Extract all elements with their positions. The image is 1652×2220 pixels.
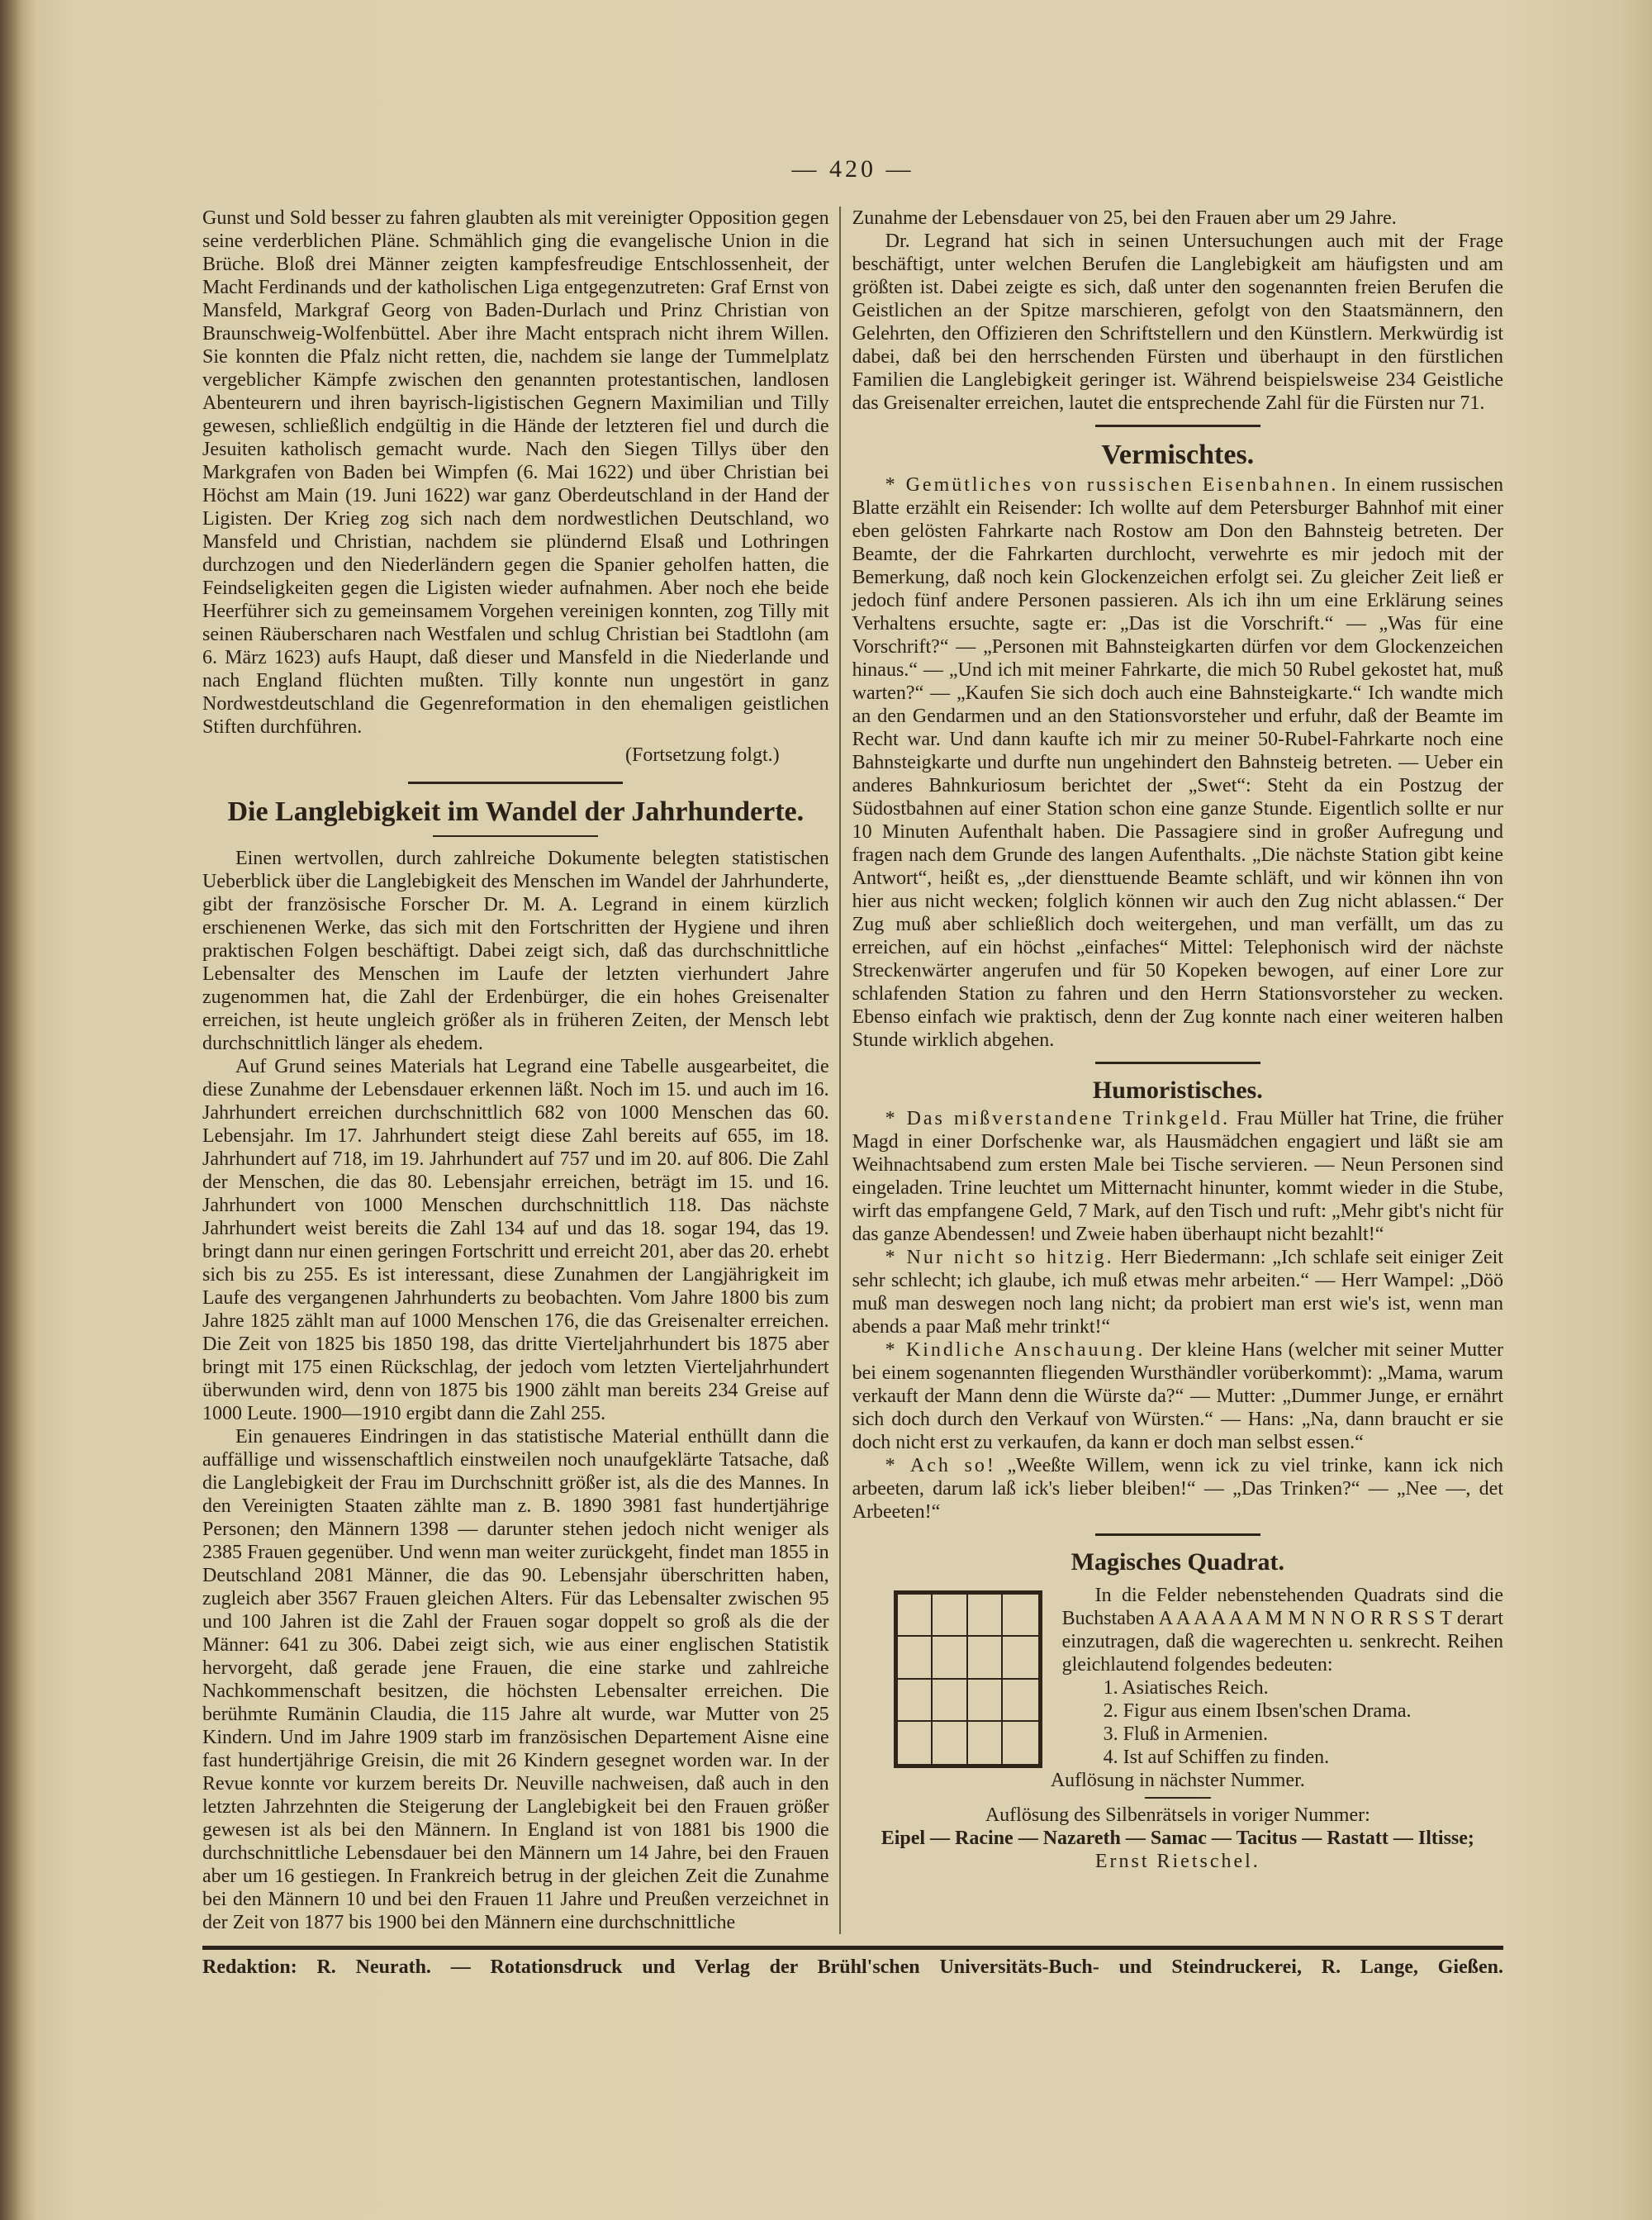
item-headline: * Das mißverstandene Trinkgeld.: [885, 1108, 1231, 1129]
puzzle-text: [1062, 1584, 1503, 1769]
item-headline: * Nur nicht so hitzig.: [885, 1247, 1114, 1268]
joke-item: [852, 1338, 1503, 1454]
puzzle-intro: In die Felder nebenstehenden Quadrats sind die Buchstaben A A A A A A M M N N O R R S S T derart einzutragen, daß die wagerechten u. senkrecht. Reihen gleichlautend folgendes bedeuten:: [1061, 1585, 1503, 1676]
divider: [1095, 1062, 1260, 1064]
divider: [433, 835, 598, 837]
article-paragraph: Zunahme der Lebensdauer von 25, bei den Frauen aber um 29 Jahre.: [852, 207, 1397, 229]
footer-rule: [202, 1946, 1503, 1950]
section-title-vermischtes: Vermischtes.: [1101, 440, 1255, 470]
joke-item: [852, 1454, 1503, 1524]
solution-note: Auflösung in nächster Nummer.: [1050, 1770, 1305, 1791]
article-paragraph: Ein genaueres Eindringen in das statistische Material enthüllt dann die auffällige und wissenschaftlich einstweilen noch unaufgeklärte Tatsache, daß die Langlebigkeit der Frau im Durchschnitt größer ist, als die des Mannes. In den Vereinigten Staaten zählte man z. B. 1890 3981 fast hundertjährige Personen; den Männern 1398 — darunter stehen jedoch nicht weniger als 2385 Frauen gegenüber. Und wenn man weiter zurückgeht, findet man 1855 in Deutschland 2081 Männer, die das 90. Lebensjahr überschritten haben, zugleich aber 3567 Frauen gleichen Alters. Für das Lebensalter zwischen 95 und 100 Jahren ist die Zahl der Frauen sogar doppelt so groß als die der Männer: 641 zu 306. Dabei zeigt sich, wie aus einer englischen Statistik hervorgeht, daß gerade jene Frauen, die eine starke und zahlreiche Nachkommenschaft besitzen, die höchsten Lebensalter erreichen. Die berühmte Rumänin Claudia, die 115 Jahre alt wurde, war Mutter von 25 Kindern. Und im Jahre 1909 starb im französischen Departement Aisne eine fast hundertjährige Greisin, die mit 26 Kindern gesegnet worden war. In der Revue konnte vor kurzem bereits Dr. Neuville nachweisen, daß auch in den letzten Jahrzehnten die Steigerung der Langlebigkeit bei den Frauen größer gewesen ist als bei den Männern. In England ist von 1881 bis 1900 die durchschnittliche Lebensdauer bei den Männern um 14 Jahre, bei den Frauen aber um 16 gestiegen. In Frankreich betrug in der gleichen Zeit die Zunahme bei den Männern 10 und bei den Frauen 11 Jahre und Preußen verzeichnet in der Zeit von 1877 bis 1900 bei den Männern eine durchschnittliche: [202, 1426, 829, 1933]
item-headline: * Kindliche Anschauung.: [885, 1339, 1146, 1361]
puzzle-clue: 1. Asiatisches Reich.: [1103, 1677, 1269, 1699]
article-paragraph: Auf Grund seines Materials hat Legrand eine Tabelle ausgearbeitet, die diese Zunahme der Lebensdauer erkennen läßt. Noch im 15. und auch im 16. Jahrhundert erreichen durchschnittlich 682 von 1000 Menschen das 60. Lebensjahr. Im 17. Jahrhundert steigt diese Zahl bereits auf 655, im 18. Jahrhundert auf 718, im 19. Jahrhundert auf 757 und im 20. auf 806. Die Zahl der Menschen, die das 80. Lebensjahr erreichen, beträgt im 15. und 16. Jahrhundert von 1000 Menschen durchschnittlich 118. Das nächste Jahrhundert weist bereits die Zahl 134 auf und das 18. sogar 194, das 19. bringt dann nur einen geringen Fortschritt und erreicht 201, aber das 20. erhebt sich bis zu 255. Es ist interessant, diese Zunahmen der Langjährigkeit im Laufe des vergangenen Jahrhunderts zu beobachten. Vom Jahre 1800 bis zum Jahre 1825 zählt man auf 1000 Menschen 176, die das Greisenalter erreichen. Die Zeit von 1825 bis 1850 198, das dritte Vierteljahrhundert bis 1875 aber bringt mit 175 einen Rückschlag, der jedoch vom letzten Vierteljahrhundert überwunden wird, denn von 1875 bis 1900 zählt man bereits 234 Greise auf 1000 Leute. 1900—1910 ergibt dann die Zahl 255.: [202, 1056, 829, 1424]
article-paragraph: Einen wertvollen, durch zahlreiche Dokumente belegten statistischen Ueberblick über die Langlebigkeit des Menschen im Wandel der Jahrhunderte, gibt der französische Forscher Dr. M. A. Legrand in einem kürzlich erschienenen Werke, das sich mit den Fortschritten der Hygiene und ihren praktischen Folgen beschäftigt. Dabei zeigt sich, daß das durchschnittliche Lebensalter des Menschen im Laufe der letzten vierhundert Jahre zugenommen hat, die Zahl der Erdenbürger, die ein hohes Greisenalter erreichen, ist heute ungleich größer als in früheren Zeiten, der Mensch lebt durchschnittlich länger als ehedem.: [202, 848, 829, 1054]
article-paragraph: Dr. Legrand hat sich in seinen Untersuchungen auch mit der Frage beschäftigt, unter welchen Berufen die Langlebigkeit am häufigsten und am größten ist. Dabei zeigte es sich, daß unter den sogenannten freien Berufen die Geistlichen an der Spitze marschieren, gefolgt von den Staatsmännern, den Gelehrten, den Offizieren den Schriftstellern und den Künstlern. Merkwürdig ist dabei, daß bei den herrschenden Fürsten und überhaupt in den fürstlichen Familien die Langlebigkeit geringer ist. Während beispielsweise 234 Geistliche das Greisenalter erreichen, lautet die entsprechende Zahl für die Fürsten nur 71.: [852, 231, 1503, 414]
divider: [1095, 425, 1260, 427]
magic-square-grid: [894, 1590, 1042, 1768]
item-headline: * Ach so!: [885, 1455, 996, 1476]
previous-solution: Eipel — Racine — Nazareth — Samac — Tacitus — Rastatt — Iltisse;: [881, 1828, 1474, 1849]
right-column: [841, 207, 1503, 1873]
item-text: „Weeßte Willem, wenn ick zu viel trinke, kann ick nich arbeeten, darum laß ick's lieber bleiben!“ — „Das Trinken?“ — „Nee —, det Arbeeten!“: [852, 1455, 1504, 1523]
puzzle-title: Magisches Quadrat.: [1070, 1548, 1284, 1576]
item-text: In einem russischen Blatte erzählt ein Reisender: Ich wollte auf dem Petersburger Bahnhof mit einer eben gelösten Fahrkarte nach Rostow am Don den Bahnsteig betreten. Der Beamte, der die Fahrkarten durchlocht, verwehrte es mir jedoch mit der Bemerkung, daß noch kein Glockenzeichen erfolgt sei. Zu gleicher Zeit ließ er jedoch fünf andere Personen passieren. Als ich ihn um eine Erklärung seines Verhaltens ersuchte, sagte er: „Das ist die Vorschrift.“ — „Was für eine Vorschrift?“ — „Personen mit Bahnsteigkarten dürfen vor dem Glockenzeichen hinaus.“ — „Und ich mit meiner Fahrkarte, die mich 50 Rubel gekostet hat, muß warten?“ — „Kaufen Sie sich doch auch eine Bahnsteigkarte.“ Ich wandte mich an den Gendarmen und an den Stationsvorsteher und erfuhr, daß der Beamte im Recht war. Und dann kaufte ich mir zu meiner 50-Rubel-Fahrkarte noch eine Bahnsteigkarte und durfte nun ungehindert den Bahnsteig betreten. — Ueber ein anderes Bahnkuriosum berichtet der „Swet“: Steht da ein Postzug der Südostbahnen auf einer Station schon eine ganze Stunde. Eigentlich sollte er nur 10 Minuten Aufenthalt haben. Die Passagiere sind in großer Aufregung und fragen nach dem Grunde des langen Aufenthalts. „Die nächste Station gibt keine Antwort“, heißt es, „der diensttuende Beamte schläft, und wir können ihn von hier aus nicht wecken; folglich können wir auch den Zug nicht ablassen.“ Der Zug muß aber schließlich doch weitergehen, und man verfällt, um das zu erreichen, auf ein höchst „einfaches“ Mittel: Telephonisch wird der nächste Streckenwärter angerufen und für 50 Kopeken bewogen, auf einer Lore zur schlafenden Station zu fahren und den Herrn Stationsvorsteher zu wecken. Ebenso einfach wie praktisch, denn der Zug konnte nach einer weiteren halben Stunde wirklich abgehen.: [852, 474, 1503, 1051]
article-title: Die Langlebigkeit im Wandel der Jahrhunderte.: [227, 796, 805, 827]
puzzle-clue: 4. Ist auf Schiffen zu finden.: [1103, 1747, 1330, 1768]
joke-item: [852, 1107, 1503, 1246]
left-column: [202, 207, 841, 1934]
divider: [1095, 1533, 1260, 1536]
divider: [1145, 1797, 1211, 1799]
page-number: — 420 —: [791, 155, 914, 183]
puzzle-clue: 2. Figur aus einem Ibsen'schen Drama.: [1103, 1700, 1412, 1722]
puzzle-block: [852, 1584, 1503, 1769]
previous-solution-label: Auflösung des Silbenrätsels in voriger Nummer:: [985, 1804, 1370, 1826]
imprint-footer: Redaktion: R. Neurath. — Rotationsdruck und Verlag der Brühl'schen Universitäts-Buch- und Steindruckerei, R. Lange, Gießen.: [202, 1956, 1503, 1978]
divider: [408, 782, 623, 784]
item-text: Herr Biedermann: „Ich schlafe seit einiger Zeit sehr schlecht; ich glaube, ich muß etwas mehr arbeiten.“ — Herr Wampel: „Döö muß man deswegen noch lang nicht; da probiert man erst wie's ist, wenn man abends a paar Maß mehr trinkt!“: [852, 1247, 1504, 1338]
continued-article-text: Gunst und Sold besser zu fahren glaubten als mit vereinigter Opposition gegen seine verderblichen Pläne. Schmählich ging die evangelische Union in die Brüche. Bloß drei Männer zeigten kampfesfreudige Entschlossenheit, der Macht Ferdinands und der katholischen Liga entgegenzutreten: Graf Ernst von Mansfeld, Markgraf Georg von Baden-Durlach und Prinz Christian von Braunschweig-Wolfenbüttel. Aber ihre Macht entsprach nicht ihrem Willen. Sie konnten die Pfalz nicht retten, die, nachdem sie lange der Tummelplatz vergeblicher Kämpfe zwischen den genannten protestantischen, landlosen Abenteurern und ihren bayrisch-ligistischen Gegnern Maximilian und Tilly gewesen, schließlich endgültig in die Hände der letzteren fiel und durch die Jesuiten katholisch gemacht wurde. Nach den Siegen Tillys über den Markgrafen von Baden bei Wimpfen (6. Mai 1622) und über Christian bei Höchst am Main (19. Juni 1622) war ganz Oberdeutschland in der Hand der Ligisten. Der Krieg zog sich nach dem nordwestlichen Deutschland, wo Mansfeld und Christian, nachdem sie plündernd Elsaß und Lothringen durchzogen und den Niederländern gegen die Spanier geholfen hatten, die Feindseligkeiten gegen die Ligisten wieder aufnahmen. Aber noch ehe beide Heerführer sich zu gemeinsamem Vorgehen vereinigen konnten, zog Tilly mit seinen Räuberscharen nach Westfalen und schlug Christian bei Stadtlohn (am 6. März 1623) aufs Haupt, daß dieser und Mansfeld in die Niederlande und nach England flüchten mußten. Tilly konnte nun ungestört in ganz Nordwestdeutschland die Gegenreformation in den ehemaligen geistlichen Stiften durchführen.: [202, 207, 829, 738]
continuation-note: (Fortsetzung folgt.): [624, 744, 780, 766]
item-headline: * Gemütliches von russischen Eisenbahnen.: [885, 474, 1339, 496]
puzzle-solutions: [852, 1769, 1503, 1873]
news-item: [852, 473, 1503, 1052]
puzzle-clue: 3. Fluß in Armenien.: [1103, 1723, 1268, 1745]
item-text: Der kleine Hans (welcher mit seiner Mutter bei einem sogenannten fliegenden Wursthändler vorüberkommt): „Mama, warum verkauft der Mann denn die Würste da?“ — Mutter: „Dummer Junge, er ernährt sich doch durch den Verkauf von Würsten.“ — Hans: „Na, dann braucht er sie doch nicht erst zu verkaufen, da kann er doch man selbst essen.“: [852, 1339, 1504, 1453]
section-title-humoristisches: Humoristisches.: [1092, 1077, 1263, 1104]
joke-item: [852, 1246, 1503, 1338]
item-text: Frau Müller hat Trine, die früher Magd in einer Dorfschenke war, als Hausmädchen engagiert und läßt sie am Weihnachtsabend zum ersten Male bei Tische servieren. — Neun Personen sind eingeladen. Trine leuchtet um Mitternacht hinunter, kommt wieder in die Stube, wirft das empfangene Geld, 7 Mark, auf den Tisch und ruft: „Mehr gibt's nicht für das ganze Abendessen! und Zweie haben überhaupt nicht bezahlt!“: [852, 1108, 1504, 1245]
columns: [202, 207, 1503, 1934]
puzzle-author: Ernst Rietschel.: [1094, 1851, 1260, 1872]
